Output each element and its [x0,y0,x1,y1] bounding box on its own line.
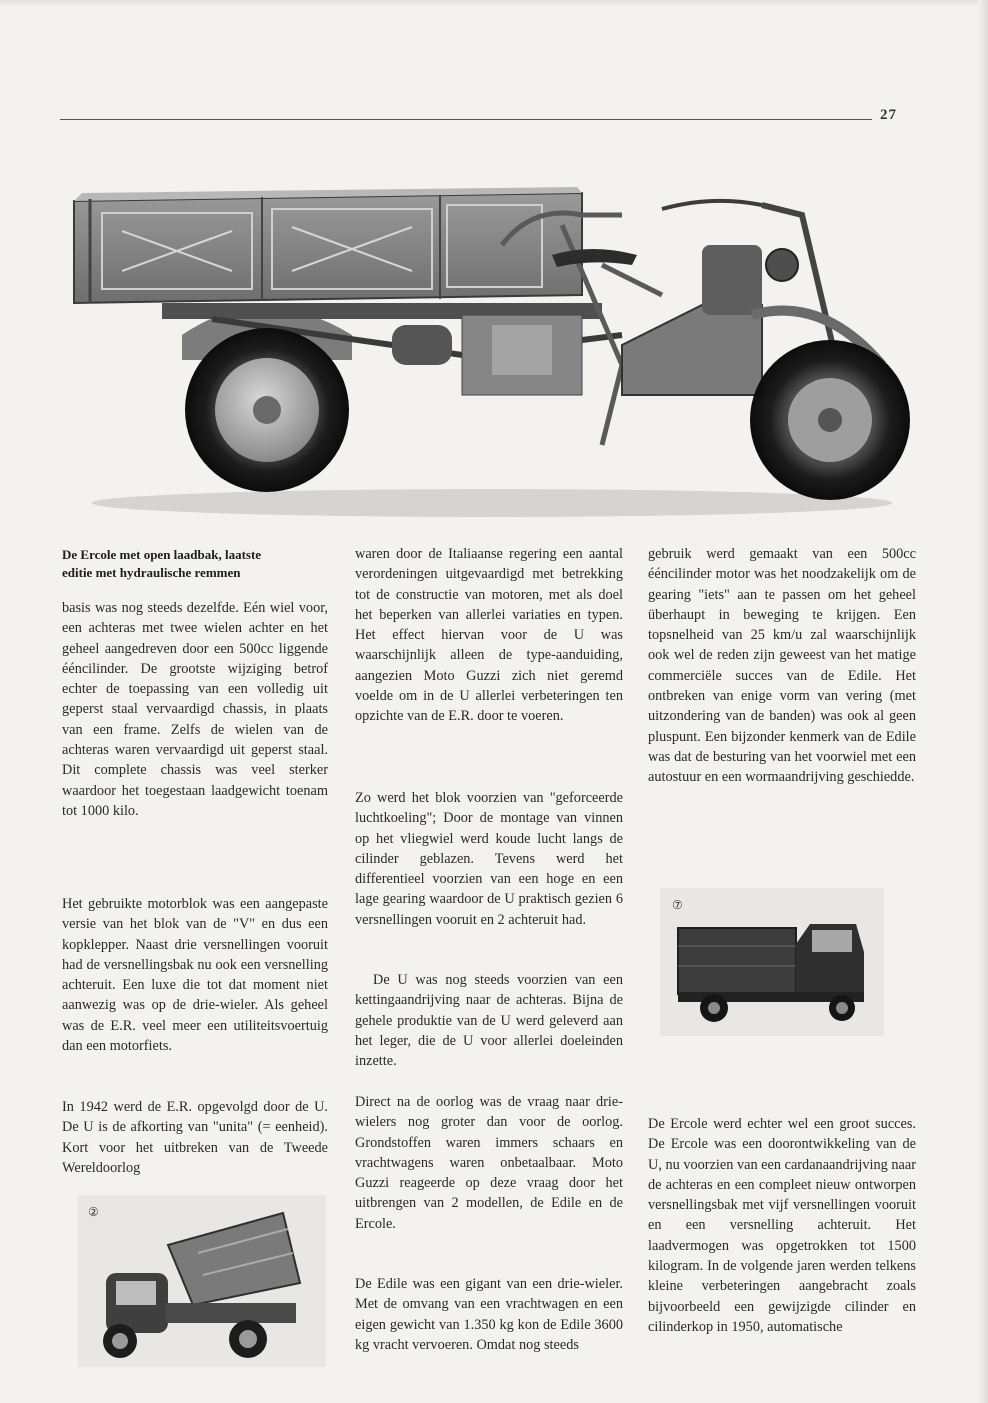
page-number: 27 [880,107,897,123]
figure-2-photo [78,1195,326,1367]
paragraph: Zo werd het blok voorzien van "geforceerde luchtkoeling"; Door de montage van vinnen op het vliegwiel werd koude lucht langs de cilinder geblazen. Tevens werd het differentieel voorzien van een hoge en een lage gearing waardoor de U praktisch gezien 6 versnellingen vooruit en 2 achteruit had. [355,790,623,928]
text-column-2 [355,970,623,1071]
paragraph: gebruik werd gemaakt van een 500cc ééncilinder motor was het noodzakelijk om de gearing "iets" aan te passen om het geheel überhaupt in beweging te krijgen. Een topsnelheid van 25 km/u zal waarschijnlijk ook wel de reden zijn geweest van het matige commerciële succes van de Edile. Het ontbreken van enige vorm van vering (met uitzondering van de banden) was ook al geen pluspunt. Een bijzonder kenmerk van de Edile was dat de besturing van het voorwiel met een autostuur en een wormaandrijving geschiedde. [648,546,916,786]
figure-7-label: ⑦ [672,898,683,912]
page-edge-shadow [978,0,988,1403]
paragraph: basis was nog steeds dezelfde. Eén wiel voor, een achteras met twee wielen achter en het geheel aangedreven door een 500cc liggende ééncilinder. De grootste wijziging betrof echter de toepassing van een volledig uit geperst staal vervaardigd chassis, in plaats van een frame. Zelfs de wielen van de achteras waren vervaardigd uit geperst staal. Dit complete chassis was veel sterker waardoor het toegestaan laadgewicht toenam tot 1000 kilo. [62,600,328,819]
ercole-main-photo [62,185,922,525]
paragraph: De Edile was een gigant van een drie-wieler. Met de omvang van een vrachtwagen en een eigen gewicht van 1.350 kg kon de Edile 3600 kg vracht vervoeren. Omdat nog steeds [355,1276,623,1353]
paragraph: Het gebruikte motorblok was een aangepaste versie van het blok van de "V" en dus een kopklepper. Naast drie versnellingen vooruit had de versnellingsbak nu ook een versnelling achteruit. Een luxe die tot dat moment niet aanwezig was op de drie-wieler. Als geheel was de E.R. veel meer een utiliteitsvoertuig dan een motorfiets. [62,896,328,1055]
paragraph: In 1942 werd de E.R. opgevolgd door de U. De U is de afkorting van "unita" (= eenheid). Kort voor het uitbreken van de Tweede Wereldoorlog [62,1099,328,1176]
text-column-1 [62,1097,328,1178]
main-photo-caption [62,546,324,582]
header-rule [60,119,872,120]
text-column-2 [355,1274,623,1355]
text-column-2 [355,1092,623,1234]
text-column-2 [355,788,623,930]
text-column-1 [62,598,328,821]
paragraph: Direct na de oorlog was de vraag naar drie-wielers nog groter dan voor de oorlog. Grondstoffen waren immers schaars en vrachtwagens waren onbetaalbaar. Moto Guzzi reageerde op deze vraag door het uitbrengen van 2 modellen, de Edile en de Ercole. [355,1094,623,1232]
paragraph: waren door de Italiaanse regering een aantal verordeningen uitgevaardigd met betrekking tot de constructie van motoren, met als doel het beperken van allerlei variaties en typen. Het effect hiervan voor de U was waarschijnlijk alleen de type-aanduiding, aangezien Moto Guzzi zich niet geremd voelde om in de U allerlei verbeteringen ten opzichte van de E.R. door te voeren. [355,546,623,725]
text-column-3 [648,544,916,788]
text-column-1 [62,894,328,1056]
text-column-2 [355,544,623,727]
figure-2-label: ② [88,1205,99,1219]
caption-line: De Ercole met open laadbak, laatste [62,547,262,562]
paragraph: De U was nog steeds voorzien van een kettingaandrijving naar de achteras. Bijna de gehele produktie van de U werd geleverd aan het leger, die de U voor allerlei doeleinden inzette. [355,972,623,1070]
caption-line: editie met hydraulische remmen [62,565,241,580]
text-column-3 [648,1114,916,1337]
page-edge [0,0,988,6]
paragraph: De Ercole werd echter wel een groot succes. De Ercole was een doorontwikkeling van de U, nu voorzien van een cardanaandrijving naar de achteras en een compleet nieuw ontworpen versnellingsbak met vijf versnellingen vooruit en een versnelling achteruit. Het laadvermogen was opgetrokken tot 1500 kilogram. In de volgende jaren werden telkens kleine verbeteringen aangebracht zoals bijvoorbeeld een gewijzigde cilinder en cilinderkop in 1950, automatische [648,1116,916,1335]
figure-7-photo [660,888,884,1036]
